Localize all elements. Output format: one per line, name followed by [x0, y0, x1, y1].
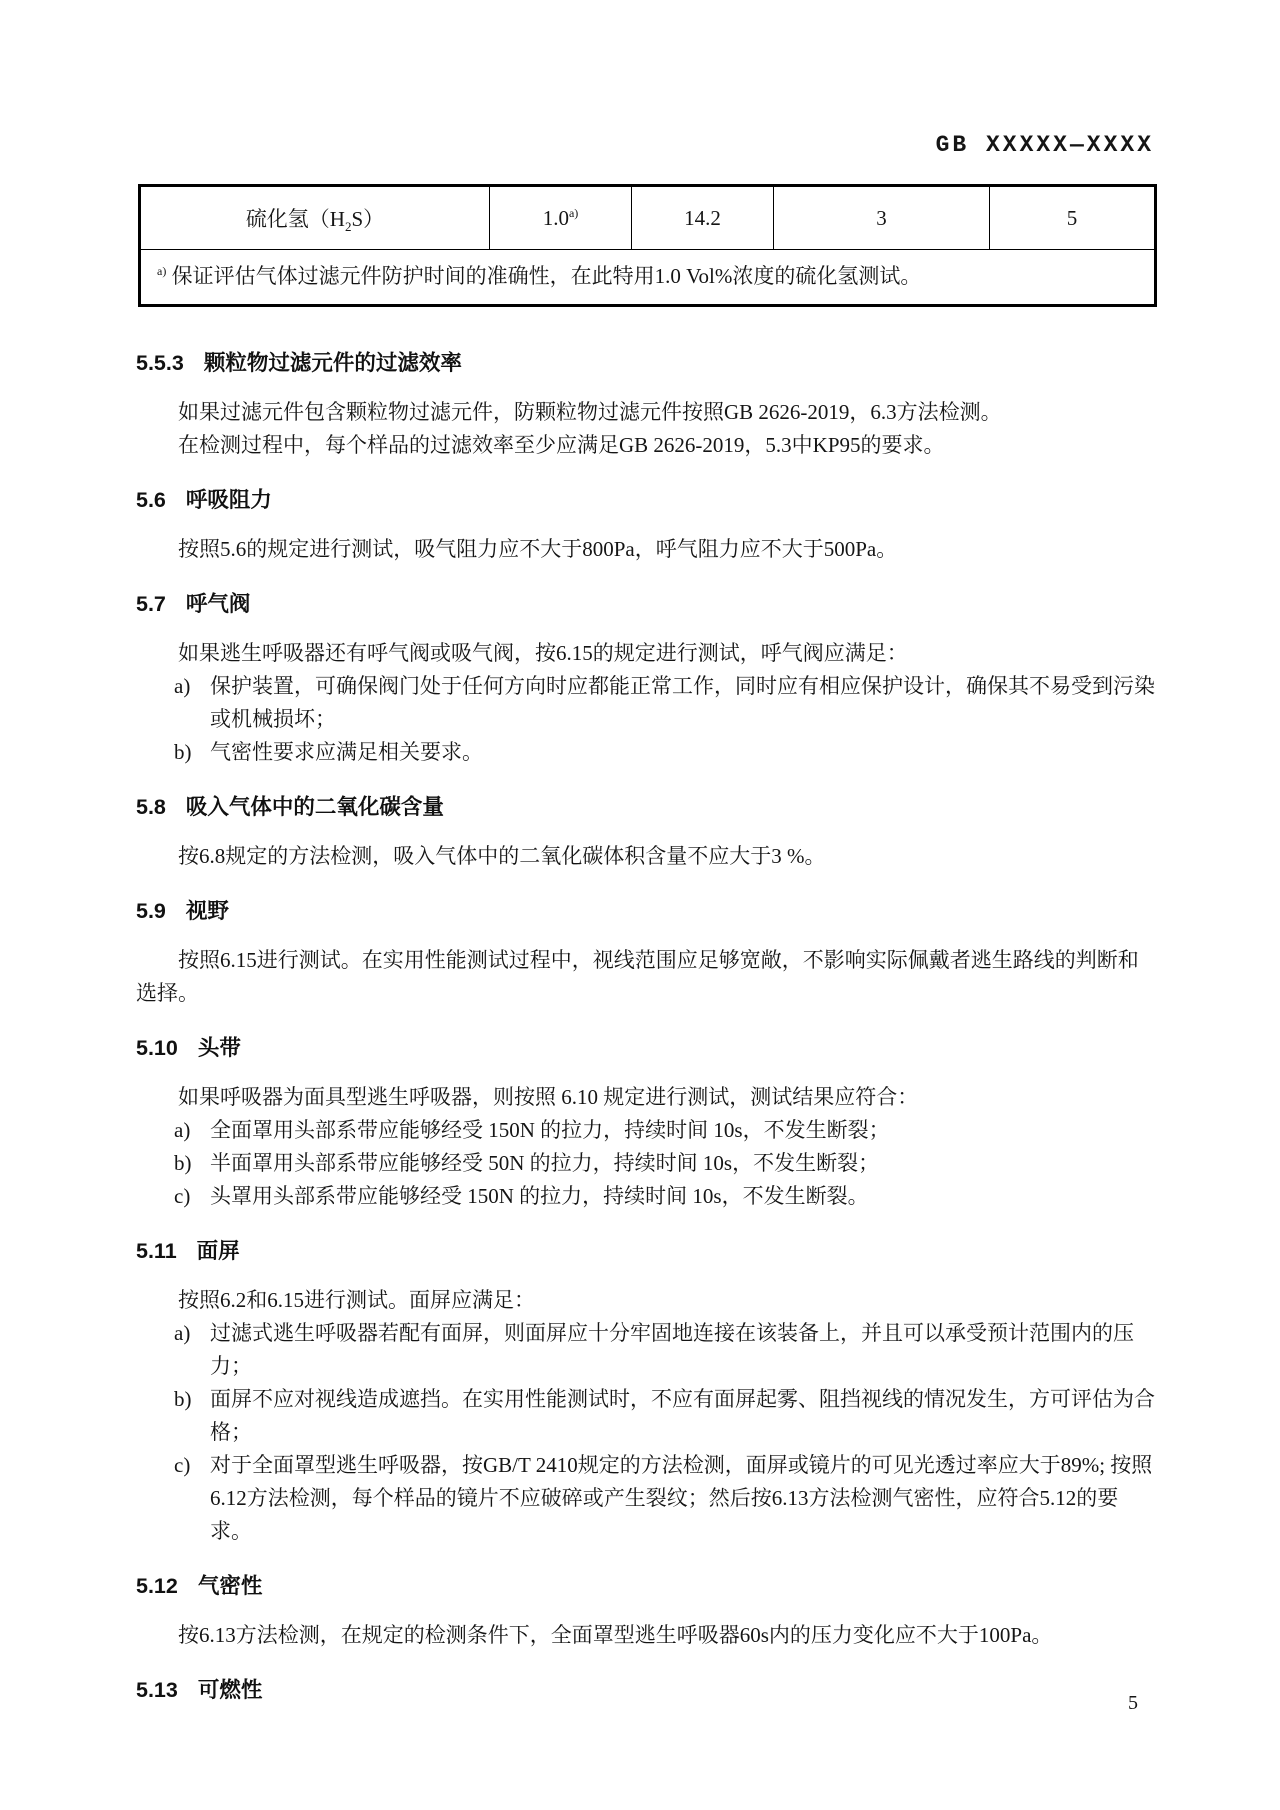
section-title: 呼吸阻力 — [185, 488, 272, 512]
cell-value-4: 5 — [990, 186, 1156, 250]
section-number: 5.9 — [136, 899, 166, 923]
footnote-marker: a) — [157, 264, 167, 278]
concentration-value: 1.0 — [542, 205, 569, 230]
section-heading — [136, 1235, 1156, 1268]
substance-name: 硫化氢（H — [245, 207, 345, 231]
section-number: 5.11 — [136, 1239, 177, 1263]
list-item-text: 气密性要求应满足相关要求。 — [210, 740, 483, 764]
list-item-text: 保护装置，可确保阀门处于任何方向时应都能正常工作，同时应有相应保护设计，确保其不易受到污染或机械损坏； — [210, 674, 1155, 731]
list-item — [136, 736, 1156, 769]
section-number: 5.13 — [136, 1678, 178, 1702]
paragraph: 按6.8规定的方法检测，吸入气体中的二氧化碳体积含量不应大于3 %。 — [178, 844, 826, 868]
list-marker: c) — [174, 1184, 191, 1208]
substance-subscript: 2 — [344, 219, 352, 235]
table-footnote-row — [140, 250, 1156, 306]
list-item — [136, 1180, 1156, 1213]
section-5-10 — [136, 1032, 1156, 1213]
page-number: 5 — [1128, 1692, 1138, 1714]
list-item — [136, 1147, 1156, 1180]
section-heading — [136, 1032, 1156, 1065]
list-marker: c) — [174, 1453, 191, 1477]
paragraph: 按6.13方法检测，在规定的检测条件下，全面罩型逃生呼吸器60s内的压力变化应不大于100Pa。 — [178, 1623, 1053, 1647]
document-body — [136, 347, 1156, 1723]
list-item — [136, 1317, 1156, 1383]
section-title: 吸入气体中的二氧化碳含量 — [185, 795, 444, 819]
table-row — [140, 186, 1156, 250]
section-5-5-3 — [136, 347, 1156, 462]
section-title: 呼气阀 — [185, 592, 251, 616]
section-title: 面屏 — [196, 1239, 240, 1263]
list-item — [136, 1114, 1156, 1147]
list-marker: b) — [174, 1387, 192, 1411]
section-number: 5.12 — [136, 1574, 178, 1598]
footnote-text: 保证评估气体过滤元件防护时间的准确性，在此特用1.0 Vol%浓度的硫化氢测试。 — [171, 264, 922, 288]
section-5-6 — [136, 484, 1156, 566]
section-number: 5.5.3 — [136, 351, 184, 375]
concentration-footnote-ref: a) — [568, 205, 579, 220]
list-marker: b) — [174, 1151, 192, 1175]
paragraph: 按照6.15进行测试。在实用性能测试过程中，视线范围应足够宽敞，不影响实际佩戴者逃生路线的判断和选择。 — [136, 948, 1139, 1005]
section-heading — [136, 588, 1156, 621]
section-heading — [136, 791, 1156, 824]
list-marker: a) — [174, 1321, 191, 1345]
spec-table — [138, 184, 1157, 307]
list-marker: b) — [174, 740, 192, 764]
paragraph: 按照5.6的规定进行测试，吸气阻力应不大于800Pa，呼气阻力应不大于500Pa。 — [178, 537, 898, 561]
section-5-13 — [136, 1674, 1156, 1707]
section-title: 头带 — [197, 1036, 241, 1060]
list-item-text: 对于全面罩型逃生呼吸器，按GB/T 2410规定的方法检测，面屏或镜片的可见光透过率应大于89%; 按照6.12方法检测，每个样品的镜片不应破碎或产生裂纹；然后按6.13方法检测气密性，应符合5.12的要求。 — [210, 1453, 1153, 1543]
section-title: 气密性 — [197, 1574, 263, 1598]
cell-concentration — [490, 186, 632, 250]
section-5-7 — [136, 588, 1156, 769]
list-item-text: 半面罩用头部系带应能够经受 50N 的拉力，持续时间 10s，不发生断裂； — [210, 1151, 880, 1175]
paragraph: 如果过滤元件包含颗粒物过滤元件，防颗粒物过滤元件按照GB 2626-2019，6.3方法检测。 — [178, 400, 1002, 424]
section-title: 颗粒物过滤元件的过滤效率 — [203, 351, 462, 375]
paragraph: 按照6.2和6.15进行测试。面屏应满足： — [178, 1288, 535, 1312]
section-title: 视野 — [185, 899, 229, 923]
section-5-8 — [136, 791, 1156, 873]
section-number: 5.7 — [136, 592, 166, 616]
section-heading — [136, 1570, 1156, 1603]
section-number: 5.8 — [136, 795, 166, 819]
section-heading — [136, 1674, 1156, 1707]
list-item — [136, 1383, 1156, 1449]
list-item-text: 头罩用头部系带应能够经受 150N 的拉力，持续时间 10s，不发生断裂。 — [210, 1184, 869, 1208]
cell-substance — [140, 186, 490, 250]
section-5-11 — [136, 1235, 1156, 1548]
list-item-text: 面屏不应对视线造成遮挡。在实用性能测试时，不应有面屏起雾、阻挡视线的情况发生，方可评估为合格； — [210, 1387, 1155, 1444]
section-title: 可燃性 — [197, 1678, 263, 1702]
list-item-text: 全面罩用头部系带应能够经受 150N 的拉力，持续时间 10s，不发生断裂； — [210, 1118, 890, 1142]
cell-value-2: 14.2 — [632, 186, 774, 250]
cell-value-3: 3 — [774, 186, 990, 250]
doc-code: GB XXXXX—XXXX — [935, 132, 1154, 158]
substance-suffix: S） — [351, 207, 385, 231]
paragraph: 如果呼吸器为面具型逃生呼吸器，则按照 6.10 规定进行测试，测试结果应符合： — [178, 1085, 919, 1109]
section-heading — [136, 484, 1156, 517]
list-item — [136, 1449, 1156, 1548]
list-marker: a) — [174, 1118, 191, 1142]
list-marker: a) — [174, 674, 191, 698]
section-5-9 — [136, 895, 1156, 1010]
list-item-text: 过滤式逃生呼吸器若配有面屏，则面屏应十分牢固地连接在该装备上，并且可以承受预计范围内的压力； — [210, 1321, 1134, 1378]
table-footnote — [140, 250, 1156, 306]
section-heading — [136, 347, 1156, 380]
paragraph: 在检测过程中，每个样品的过滤效率至少应满足GB 2626-2019，5.3中KP95的要求。 — [178, 433, 945, 457]
section-number: 5.6 — [136, 488, 166, 512]
section-heading — [136, 895, 1156, 928]
section-number: 5.10 — [136, 1036, 178, 1060]
paragraph: 如果逃生呼吸器还有呼气阀或吸气阀，按6.15的规定进行测试，呼气阀应满足： — [178, 641, 908, 665]
list-item — [136, 670, 1156, 736]
section-5-12 — [136, 1570, 1156, 1652]
